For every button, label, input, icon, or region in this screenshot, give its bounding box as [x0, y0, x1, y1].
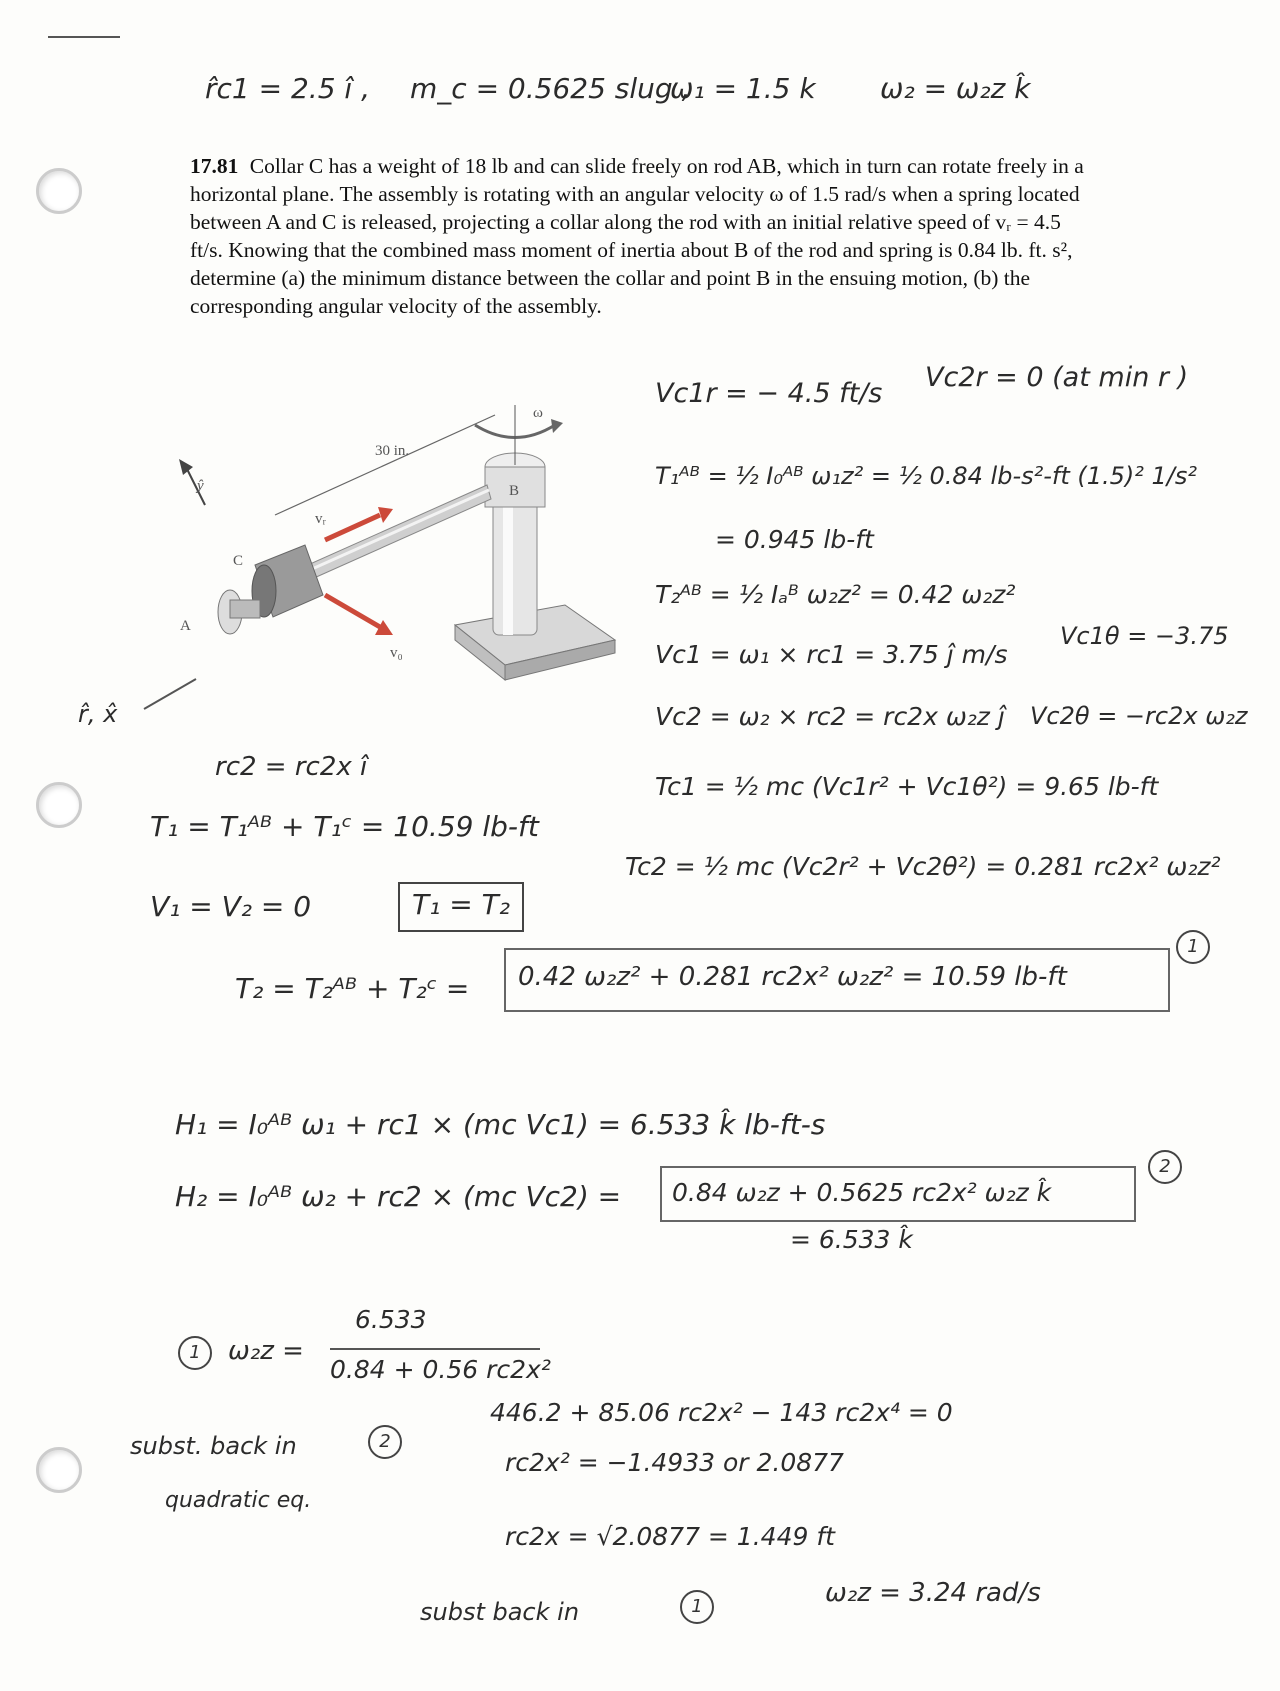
t1: T₁ = T₁ᴬᴮ + T₁ᶜ = 10.59 lb-ft [150, 810, 539, 843]
roots: rc2x² = −1.4933 or 2.0877 [505, 1448, 844, 1477]
v0-arrow [325, 595, 380, 627]
w2z-denominator: 0.84 + 0.56 rc2x² [330, 1355, 551, 1384]
h2-value: = 6.533 k̂ [790, 1225, 913, 1254]
energy-equation: 0.42 ω₂z² + 0.281 rc2x² ω₂z² = 10.59 lb-ft [518, 962, 1067, 992]
t1-equals-t2: T₁ = T₂ [412, 888, 510, 921]
problem-text: Collar C has a weight of 18 lb and can slide freely on rod AB, which in turn can rotate freely in a horizontal plane. The assembly is rotating with an angular velocity ω of 1.5 rad/s when a spring located between A and C is released, projecting a collar along the rod with an initial relative speed of vᵣ = 4.5 ft/s. Knowing that the combined mass moment of inertia about B of the rod and spring is 0.84 lb. ft. s², determine (a) the minimum distance between the collar and point B in the ensuing motion, (b) the corresponding angular velocity of the assembly. [190, 154, 1084, 318]
given-omega2: ω₂ = ω₂z k̂ [880, 72, 1031, 105]
subst-note: subst. back in [130, 1432, 297, 1460]
problem-number: 17.81 [190, 154, 239, 178]
momentum-equation-box [660, 1166, 1136, 1222]
eq-1-final-ref: 1 [680, 1590, 714, 1624]
h1: H₁ = I₀ᴬᴮ ω₁ + rc1 × (mc Vc1) = 6.533 k̂ lb-ft-s [175, 1108, 826, 1141]
given-mass: m_c = 0.5625 slug , [410, 72, 691, 105]
t1ab-value: = 0.945 lb-ft [715, 525, 874, 554]
eq-1-marker: 1 [1176, 930, 1210, 964]
assembly-drawing [175, 395, 645, 725]
energy-equation-box [504, 948, 1170, 1012]
problem-statement [190, 152, 1090, 320]
quadratic-equation: 446.2 + 85.06 rc2x² − 143 rc2x⁴ = 0 [490, 1398, 953, 1427]
t2: T₂ = T₂ᴬᴮ + T₂ᶜ = [235, 972, 470, 1005]
label-c: C [233, 553, 244, 569]
subst-back-note: subst back in [420, 1598, 580, 1626]
v1-v2: V₁ = V₂ = 0 [150, 890, 312, 923]
label-omega: ω [533, 405, 543, 421]
label-b: B [509, 483, 520, 499]
tc2: Tc2 = ½ mc (Vc2r² + Vc2θ²) = 0.281 rc2x² ω₂z² [625, 852, 1221, 881]
vc2-theta: Vc2θ = −rc2x ω₂z [1030, 702, 1248, 730]
momentum-equation: 0.84 ω₂z + 0.5625 rc2x² ω₂z k̂ [672, 1178, 1052, 1207]
vc2r: Vc2r = 0 (at min r ) [925, 362, 1189, 393]
h2: H₂ = I₀ᴬᴮ ω₂ + rc2 × (mc Vc2) = [175, 1180, 622, 1213]
rc2: rc2 = rc2x î [215, 752, 368, 782]
vc1r: Vc1r = − 4.5 ft/s [655, 378, 883, 409]
vc1-theta: Vc1θ = −3.75 [1060, 622, 1229, 650]
label-y: ŷ [197, 478, 204, 494]
punch-hole-top [36, 168, 82, 214]
t1-equals-t2-box [398, 882, 524, 932]
rc2x-result: rc2x = √2.0877 = 1.449 ft [505, 1522, 835, 1551]
vc2: Vc2 = ω₂ × rc2 = rc2x ω₂z ĵ [655, 702, 1005, 731]
w2z-label: ω₂z = [228, 1336, 304, 1366]
label-vr: vᵣ [315, 511, 326, 527]
quadratic-note: quadratic eq. [165, 1488, 312, 1513]
label-dimension: 30 in. [375, 443, 410, 459]
label-v0: v₀ [390, 645, 403, 661]
t2ab: T₂ᴬᴮ = ½ Iₐᴮ ω₂z² = 0.42 ω₂z² [655, 580, 1016, 609]
eq-2-marker: 2 [1148, 1150, 1182, 1184]
tc1: Tc1 = ½ mc (Vc1r² + Vc1θ²) = 9.65 lb-ft [655, 772, 1159, 801]
vc1: Vc1 = ω₁ × rc1 = 3.75 ĵ m/s [655, 640, 1008, 669]
eq-1-ref: 1 [178, 1336, 212, 1370]
given-omega1: ω₁ = 1.5 k [670, 72, 816, 105]
fraction-bar [330, 1348, 540, 1350]
given-rc1: r̂c1 = 2.5 î , [205, 72, 370, 105]
w2z-numerator: 6.533 [355, 1305, 427, 1334]
label-a: A [180, 618, 191, 634]
axis-note-x: r̂, x̂ [78, 700, 118, 728]
omega2z-final: ω₂z = 3.24 rad/s [825, 1578, 1041, 1608]
punch-hole-middle [36, 782, 82, 828]
punch-hole-bottom [36, 1447, 82, 1493]
eq-2-ref: 2 [368, 1425, 402, 1459]
t1ab: T₁ᴬᴮ = ½ I₀ᴬᴮ ω₁z² = ½ 0.84 lb-s²-ft (1.5)² 1/s² [655, 462, 1198, 490]
assembly-figure [175, 395, 645, 725]
scan-mark [48, 36, 120, 38]
